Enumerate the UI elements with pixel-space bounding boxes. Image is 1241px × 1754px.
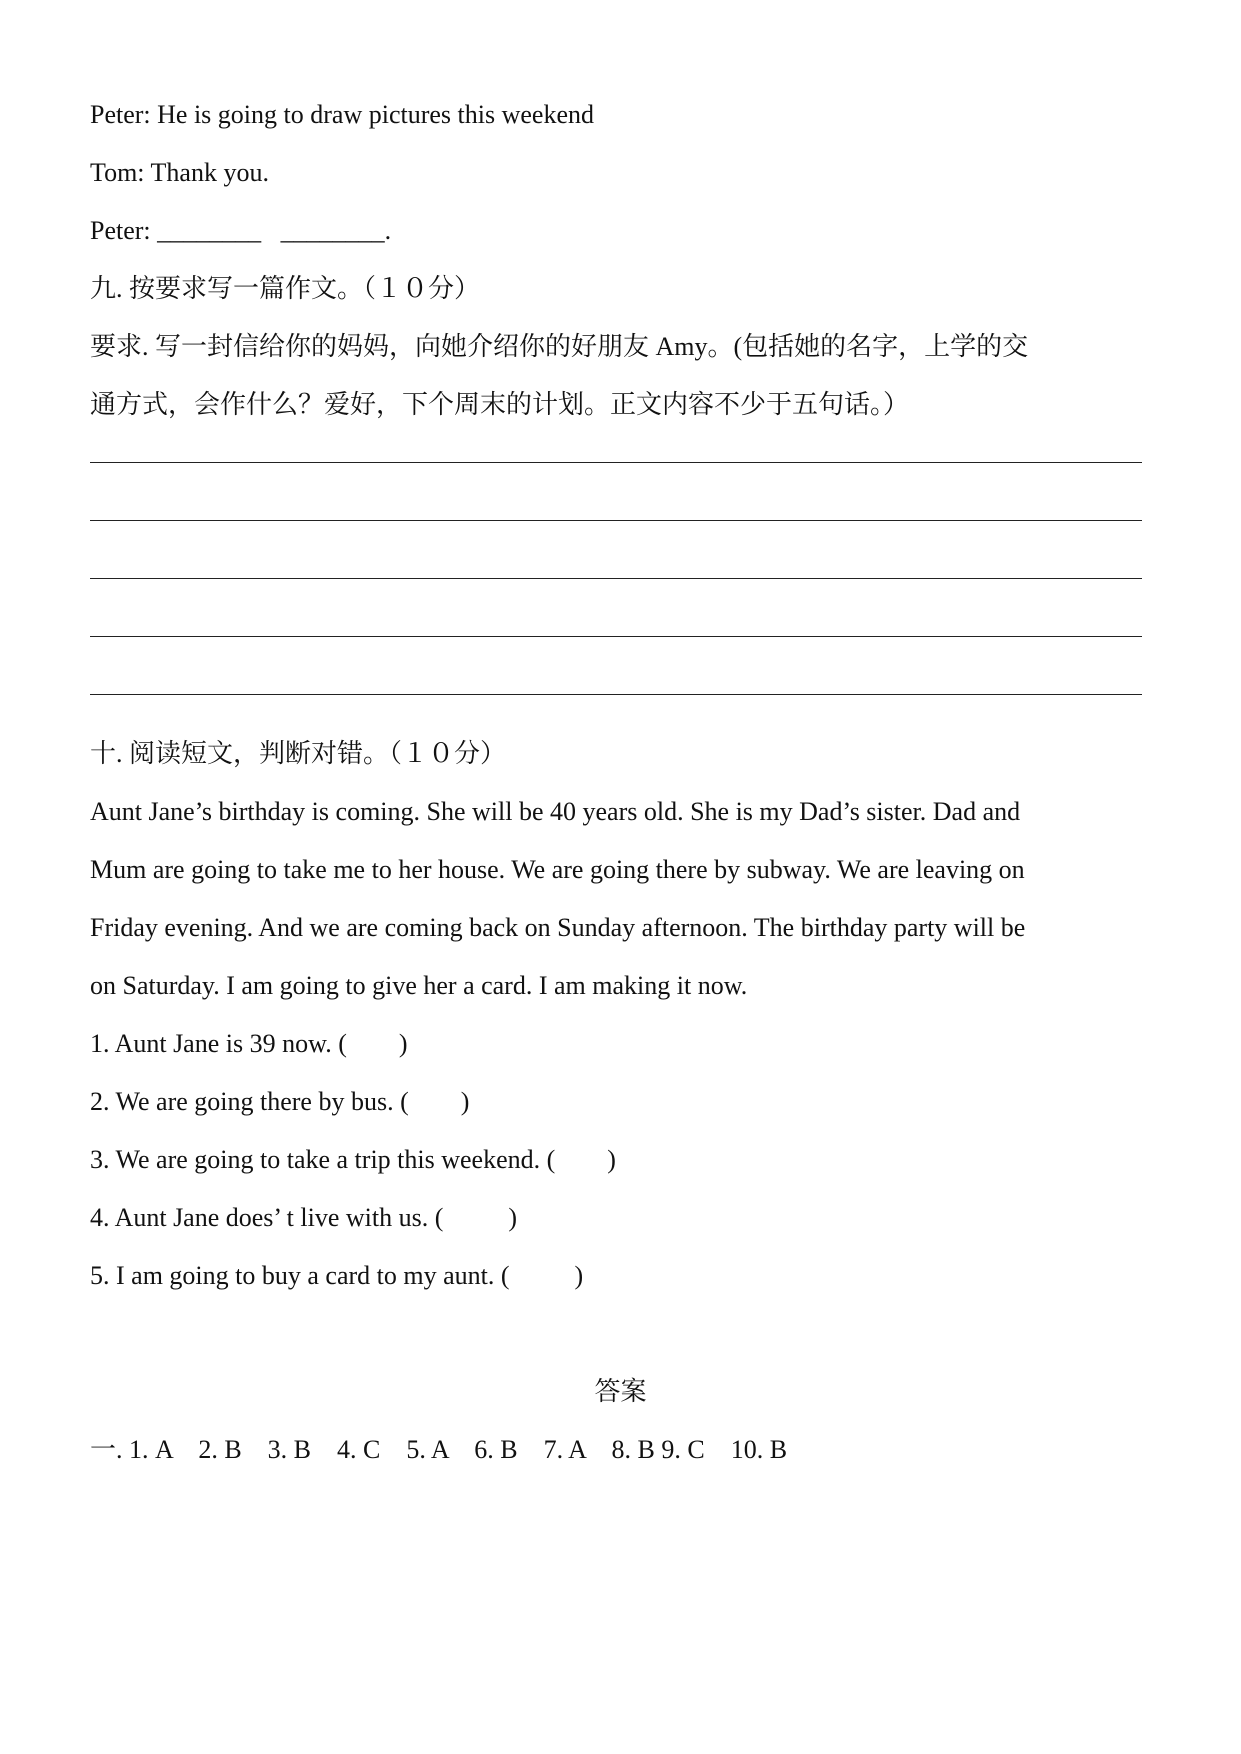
writing-line bbox=[90, 462, 1142, 463]
writing-line bbox=[90, 520, 1142, 521]
writing-line bbox=[90, 636, 1142, 637]
section-9-requirement-line-1: 要求. 写一封信给你的妈妈，向她介绍你的好朋友 Amy。(包括她的名字，上学的交 bbox=[90, 332, 1029, 361]
answers-line-1: 一. 1. A 2. B 3. B 4. C 5. A 6. B 7. A 8. B 9. C 10. B bbox=[90, 1435, 788, 1464]
passage-line: Mum are going to take me to her house. We are going there by subway. We are leaving on bbox=[90, 855, 1025, 884]
dialogue-line-peter-2: Peter: ________ ________. bbox=[90, 216, 392, 245]
question-5: 5. I am going to buy a card to my aunt. ( ) bbox=[90, 1261, 584, 1290]
question-2: 2. We are going there by bus. ( ) bbox=[90, 1087, 470, 1116]
question-4: 4. Aunt Jane does’ t live with us. ( ) bbox=[90, 1203, 518, 1232]
answers-title: 答案 bbox=[594, 1377, 647, 1406]
dialogue-line-tom: Tom: Thank you. bbox=[90, 158, 269, 187]
section-10-heading: 十. 阅读短文，判断对错。（１０分） bbox=[90, 739, 507, 768]
writing-line bbox=[90, 694, 1142, 695]
question-1: 1. Aunt Jane is 39 now. ( ) bbox=[90, 1029, 408, 1058]
dialogue-line-peter-1: Peter: He is going to draw pictures this weekend bbox=[90, 100, 594, 129]
section-9-heading: 九. 按要求写一篇作文。（１０分） bbox=[90, 274, 481, 303]
passage-line: Friday evening. And we are coming back on Sunday afternoon. The birthday party will be bbox=[90, 913, 1026, 942]
question-3: 3. We are going to take a trip this weekend. ( ) bbox=[90, 1145, 616, 1174]
passage-line: Aunt Jane’s birthday is coming. She will be 40 years old. She is my Dad’s sister. Dad and bbox=[90, 797, 1021, 826]
section-9-requirement-line-2: 通方式，会作什么？爱好，下个周末的计划。正文内容不少于五句话。） bbox=[90, 390, 910, 419]
passage-line: on Saturday. I am going to give her a card. I am making it now. bbox=[90, 971, 748, 1000]
writing-line bbox=[90, 578, 1142, 579]
